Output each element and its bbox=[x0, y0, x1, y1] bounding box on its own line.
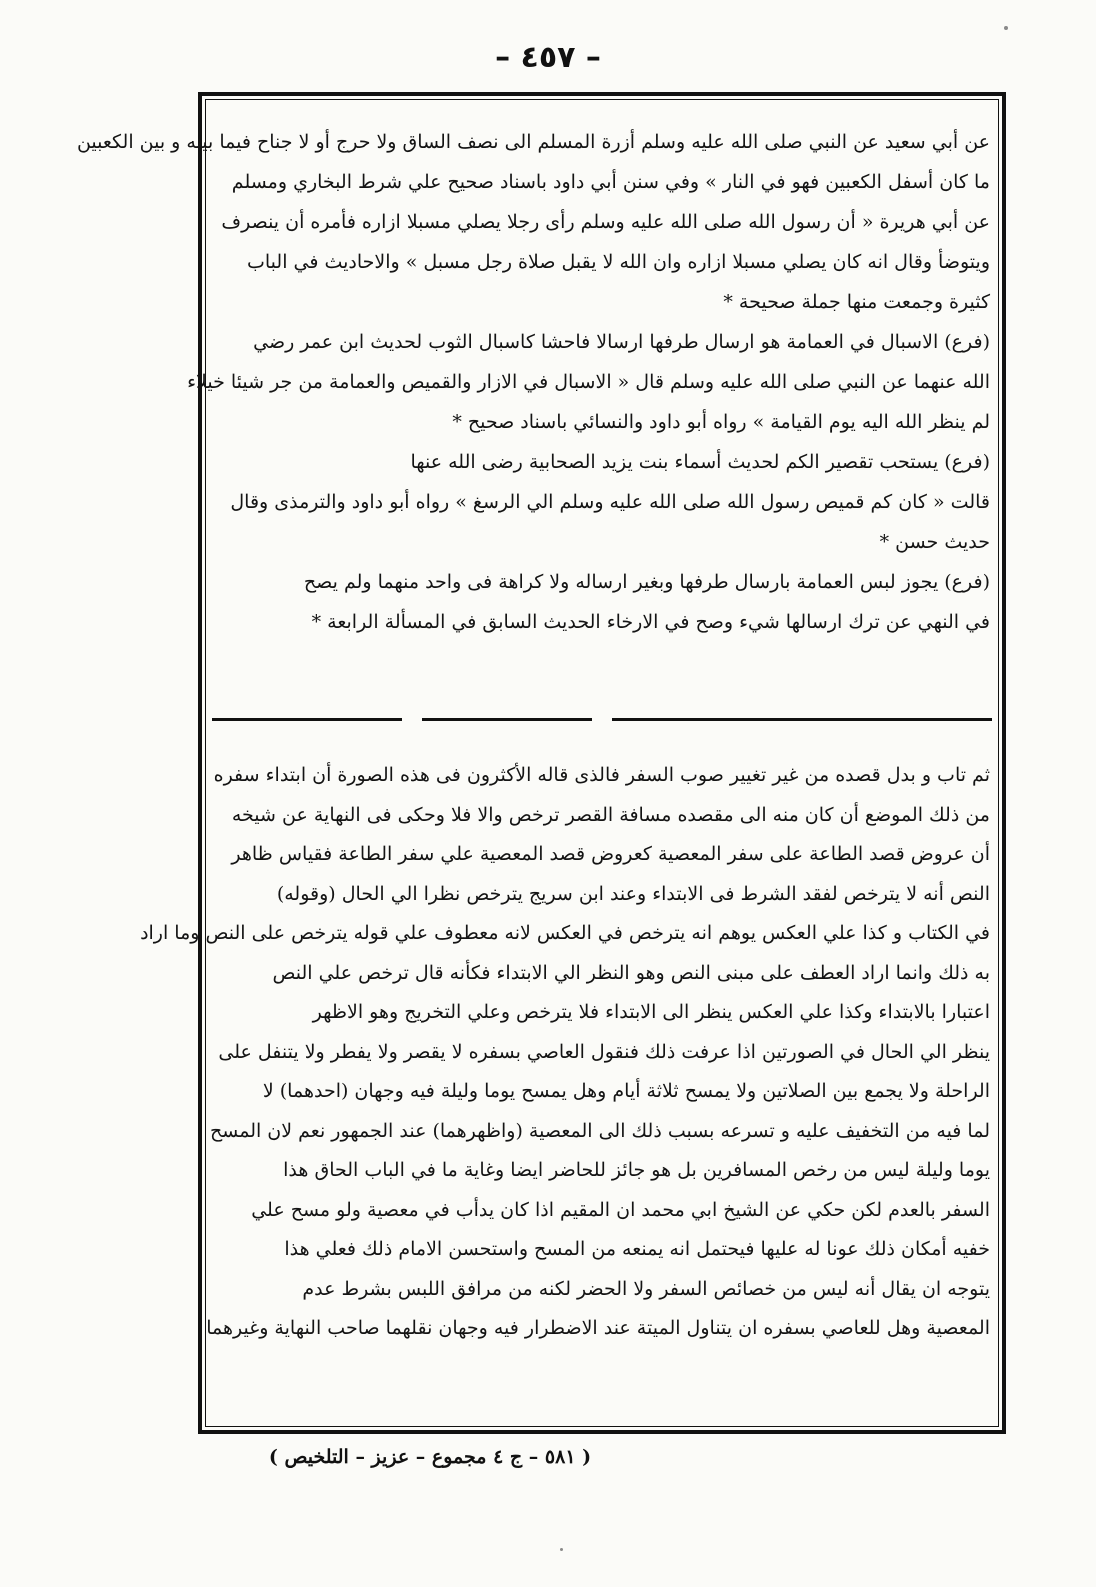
scan-speck bbox=[560, 1548, 563, 1551]
upper-line: (فرع) يجوز لبس العمامة بارسال طرفها وبغير ارساله ولا كراهة فى واحد منهما ولم يصح bbox=[303, 571, 990, 593]
upper-line: ما كان أسفل الكعبين فهو في النار » وفي سنن أبي داود باسناد صحيح علي شرط البخاري ومسلم bbox=[231, 171, 990, 193]
lower-line: النص أنه لا يترخص لفقد الشرط فى الابتداء وعند ابن سريج يترخص نظرا الي الحال (وقوله) bbox=[276, 882, 990, 905]
lower-line: ينظر الي الحال في الصورتين اذا عرفت ذلك فنقول العاصي بسفره لا يقصر ولا يفطر ولا يتنفل على bbox=[218, 1040, 990, 1063]
scan-speck bbox=[1004, 26, 1008, 30]
upper-text-block bbox=[76, 122, 990, 642]
lower-line: السفر بالعدم لكن حكي عن الشيخ ابي محمد ان المقيم اذا كان يدأب في معصية ولو مسح علي bbox=[251, 1198, 990, 1221]
upper-line: قالت « كان كم قميص رسول الله صلى الله عليه وسلم الي الرسغ » رواه أبو داود والترمذى وقال bbox=[230, 491, 990, 513]
upper-line: (فرع) الاسبال في العمامة هو ارسال طرفها ارسالا فاحشا كاسبال الثوب لحديث ابن عمر رضي bbox=[253, 331, 990, 353]
upper-line: عن أبي هريرة « أن رسول الله صلى الله عليه وسلم رأى رجلا يصلي مسبلا ازاره فأمره أن ينصرف bbox=[221, 211, 990, 233]
lower-line: ثم تاب و بدل قصده من غير تغيير صوب السفر فالذى قاله الأكثرون فى هذه الصورة أن ابتداء سفره bbox=[213, 764, 990, 786]
upper-line: ويتوضأ وقال انه كان يصلي مسبلا ازاره وان الله لا يقبل صلاة رجل مسبل » والاحاديث في الباب bbox=[247, 251, 990, 273]
lower-text-block bbox=[140, 756, 990, 1349]
upper-line: كثيرة وجمعت منها جملة صحيحة * bbox=[723, 291, 990, 313]
lower-line: المعصية وهل للعاصي بسفره ان يتناول الميتة عند الاضطرار فيه وجهان نقلهما صاحب النهاية وغيرهما bbox=[206, 1317, 990, 1339]
lower-line: من ذلك الموضع أن كان منه الى مقصده مسافة القصر ترخص والا فلا وحكى فى النهاية عن شيخه bbox=[231, 803, 990, 826]
lower-line: يتوجه ان يقال أنه ليس من خصائص السفر ولا الحضر لكنه من مرافق اللبس بشرط عدم bbox=[302, 1277, 990, 1300]
upper-line: عن أبي سعيد عن النبي صلى الله عليه وسلم أزرة المسلم الى نصف الساق ولا حرج أو لا جناح فيما بينه و بين الكعبين bbox=[76, 131, 990, 153]
lower-line: يوما وليلة ليس من رخص المسافرين بل هو جائز للحاضر ايضا وغاية ما في الباب الحاق هذا bbox=[283, 1159, 990, 1181]
upper-line: الله عنهما عن النبي صلى الله عليه وسلم قال « الاسبال في الازار والقميص والعمامة من جر شيئا خيلاء bbox=[187, 371, 990, 393]
text-frame bbox=[76, 92, 1006, 1434]
divider-break bbox=[592, 714, 612, 724]
lower-line: خفيه أمكان ذلك عونا له عليها فيحتمل انه يمنعه من المسح واستحسن الامام ذلك فعلي هذا bbox=[284, 1238, 990, 1260]
upper-line: (فرع) يستحب تقصير الكم لحديث أسماء بنت يزيد الصحابية رضى الله عنها bbox=[410, 451, 990, 473]
lower-line: الراحلة ولا يجمع بين الصلاتين ولا يمسح ثلاثة أيام وهل يمسح يوما وليلة فيه وجهان (احدهما) لا bbox=[262, 1080, 990, 1102]
lower-line: لما فيه من التخفيف عليه و تسرعه بسبب ذلك الى المعصية (واظهرهما) عند الجمهور نعم لان المسح bbox=[210, 1119, 990, 1142]
lower-line: في الكتاب و كذا علي العكس يوهم انه يترخص في العكس لانه معطوف علي قوله يترخص على النص وما اراد bbox=[140, 922, 990, 944]
divider-break bbox=[402, 714, 422, 724]
upper-line: في النهي عن ترك ارسالها شيء وصح في الارخاء الحديث السابق في المسألة الرابعة * bbox=[311, 611, 990, 633]
page-number: – ٤٥٧ – bbox=[495, 40, 601, 75]
page-footer: ( ٥٨١ – ج ٤ مجموع – عزيز – التلخيص ) bbox=[268, 1446, 592, 1468]
lower-line: به ذلك وانما اراد العطف على مبنى النص وهو النظر الي الابتداء فكأنه قال ترخص علي النص bbox=[272, 961, 990, 984]
lower-line: اعتبارا بالابتداء وكذا علي العكس ينظر الى الابتداء فلا يترخص وعلي التخريج وهو الاظهر bbox=[312, 1001, 990, 1023]
upper-line: لم ينظر الله اليه يوم القيامة » رواه أبو داود والنسائي باسناد صحيح * bbox=[452, 411, 990, 433]
upper-line: حديث حسن * bbox=[879, 531, 990, 553]
lower-line: أن عروض قصد الطاعة على سفر المعصية كعروض قصد المعصية علي سفر الطاعة فقياس ظاهر bbox=[231, 843, 990, 865]
